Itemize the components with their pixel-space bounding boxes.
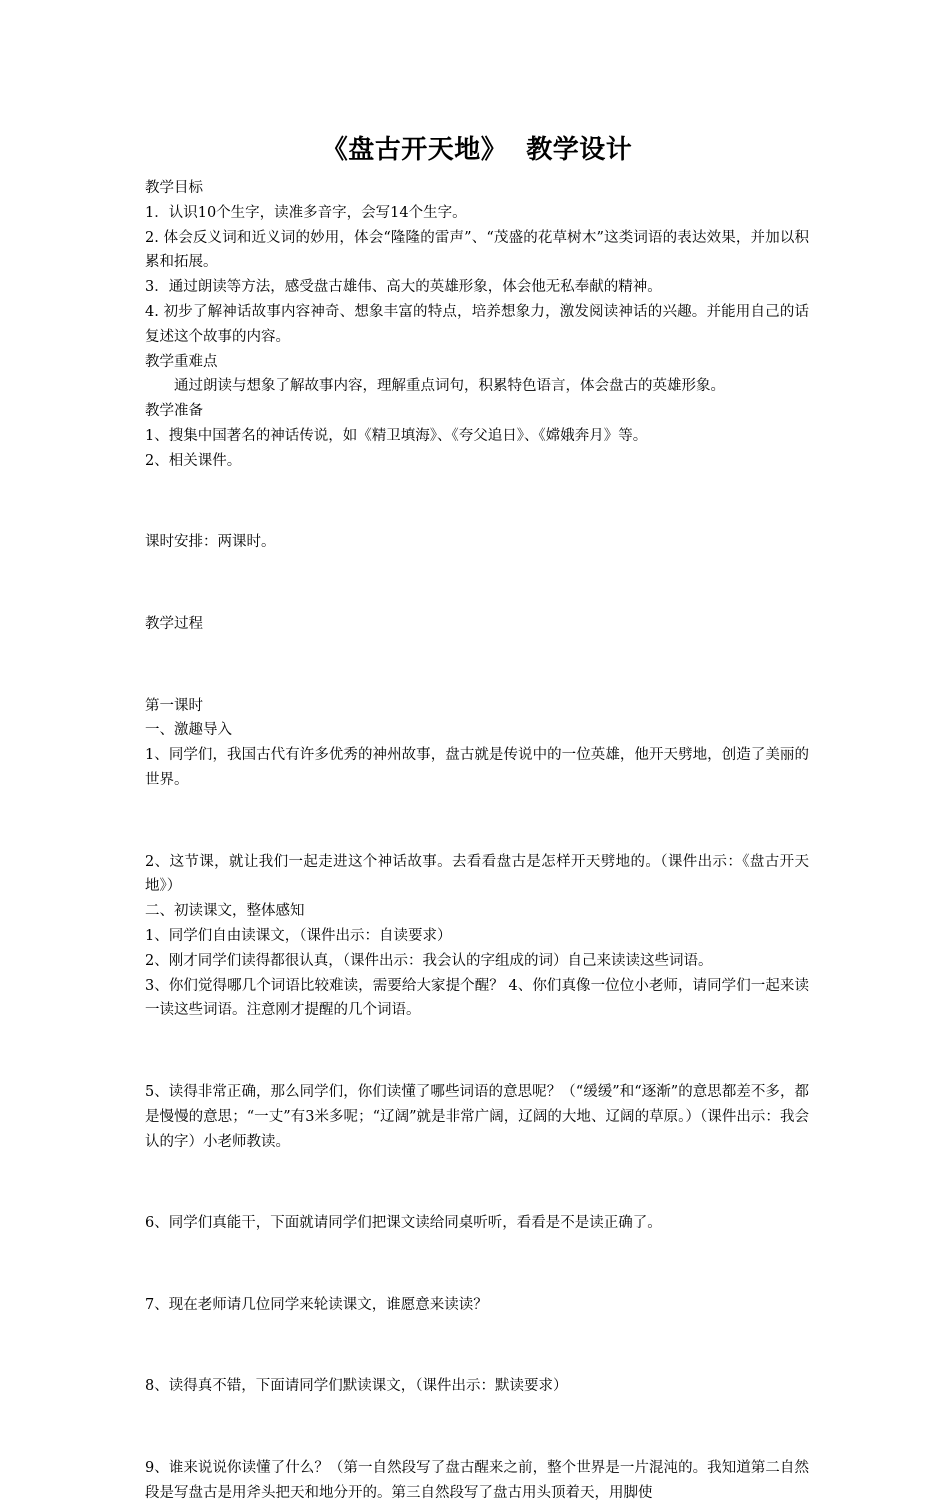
blank-line — [145, 490, 809, 515]
paragraph: 2、刚才同学们读得都很认真，（课件出示：我会认的字组成的词）自己来读读这些词语。 — [145, 952, 713, 969]
document-body — [145, 176, 809, 1505]
paragraph: 一、激趣导入 — [145, 722, 232, 739]
blank-line — [145, 1415, 809, 1440]
document-page — [145, 130, 809, 1505]
paragraph: 3．通过朗读等方法，感受盘古雄伟、高大的英雄形象，体会他无私奉献的精神。 — [145, 279, 662, 296]
paragraph: 1、同学们自由读课文，（课件出示：自读要求） — [145, 927, 452, 944]
paragraph: 通过朗读与想象了解故事内容，理解重点词句，积累特色语言，体会盘古的英雄形象。 — [174, 378, 725, 395]
paragraph: 8、读得真不错，下面请同学们默读课文，（课件出示：默读要求） — [145, 1378, 568, 1395]
paragraph: 1、搜集中国著名的神话传说，如《精卫填海》、《夸父追日》、《嫦娥奔月》等。 — [145, 427, 648, 444]
blank-line — [145, 653, 809, 678]
blank-line — [145, 571, 809, 596]
paragraph: 4. 初步了解神话故事内容神奇、想象丰富的特点，培养想象力，激发阅读神话的兴趣。并能用自己的话复述这个故事的内容。 — [145, 303, 809, 345]
blank-line — [145, 1333, 809, 1358]
paragraph: 7、现在老师请几位同学来轮读课文，谁愿意来读读？ — [145, 1296, 488, 1313]
paragraph: 教学目标 — [145, 180, 203, 196]
paragraph: 6、同学们真能干，下面就请同学们把课文读给同桌听听，看看是不是读正确了。 — [145, 1215, 662, 1232]
paragraph: 2、这节课，就让我们一起走进这个神话故事。去看看盘古是怎样开天劈地的。（课件出示：《盘古开天地》） — [145, 853, 809, 895]
paragraph: 课时安排：两课时。 — [145, 534, 276, 551]
paragraph: 教学重难点 — [145, 353, 218, 370]
paragraph: 教学过程 — [145, 615, 203, 632]
paragraph: 1．认识10个生字，读准多音字，会写14个生字。 — [145, 204, 467, 221]
blank-line — [145, 1252, 809, 1277]
paragraph: 2. 体会反义词和近义词的妙用，体会“隆隆的雷声”、“茂盛的花草树木”这类词语的表达效果，并加以积累和拓展。 — [145, 229, 809, 271]
paragraph: 教学准备 — [145, 403, 203, 420]
paragraph: 1、同学们，我国古代有许多优秀的神州故事，盘古就是传说中的一位英雄，他开天劈地，创造了美丽的世界。 — [145, 747, 809, 788]
document-title: 《盘古开天地》 教学设计 — [321, 135, 633, 165]
paragraph: 3、你们觉得哪几个词语比较难读，需要给大家提个醒？ 4、你们真像一位位小老师，请同学们一起来读一读这些词语。注意刚才提醒的几个词语。 — [145, 977, 809, 1019]
paragraph: 第一课时 — [145, 697, 203, 714]
paragraph: 9、谁来说说你读懂了什么？（第一自然段写了盘古醒来之前，整个世界是一片混沌的。我知道第二自然段是写盘古是用斧头把天和地分开的。第三自然段写了盘古用头顶着天，用脚使 — [145, 1459, 809, 1501]
blank-line — [145, 809, 809, 834]
blank-line — [145, 1170, 809, 1195]
blank-line — [145, 1039, 809, 1064]
paragraph: 二、初读课文，整体感知 — [145, 903, 305, 920]
paragraph: 2、相关课件。 — [145, 452, 242, 469]
paragraph: 5、读得非常正确，那么同学们，你们读懂了哪些词语的意思呢？（“缓缓”和“逐渐”的意思都差不多，都是慢慢的意思；“一丈”有3米多呢；“辽阔”就是非常广阔，辽阔的大地、辽阔的草原。）（课件出示：我会认的字）小老师教读。 — [145, 1083, 809, 1150]
